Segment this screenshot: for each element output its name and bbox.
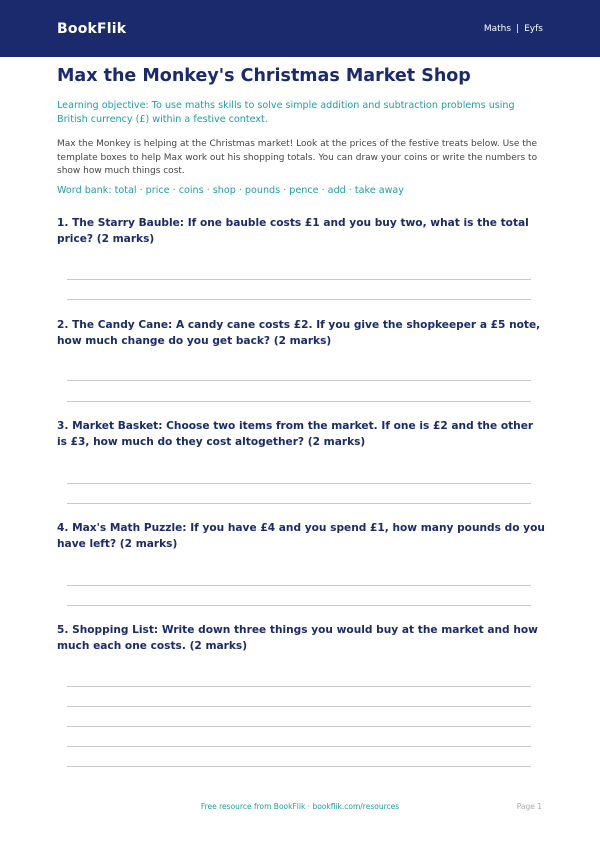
breadcrumb-subject[interactable]: Maths: [483, 23, 512, 34]
intro-text: Max the Monkey is helping at the Christmas market! Look at the prices of the festive treats below. Use the template boxes to help Max work out his shopping totals. You can draw your coins or write the numbers to show how much things cost.: [57, 139, 538, 176]
header-bar: [0, 0, 600, 57]
answer-line[interactable]: [67, 706, 531, 707]
question-2: 2. The Candy Cane: A candy cane costs £2. If you give the shopkeeper a £5 note, how much change do you get back? (2 marks): [57, 319, 541, 347]
answer-line[interactable]: [67, 746, 531, 747]
breadcrumb-level[interactable]: Eyfs: [524, 23, 543, 34]
question-1: 1. The Starry Bauble: If one bauble costs £1 and you buy two, what is the total price? (2 marks): [57, 217, 529, 245]
question-5: 5. Shopping List: Write down three things you would buy at the market and how much each one costs. (2 marks): [57, 624, 538, 652]
word-bank: Word bank: total · price · coins · shop · pounds · pence · add · take away: [57, 185, 404, 196]
answer-line[interactable]: [67, 380, 531, 381]
page-number: Page 1: [516, 802, 542, 811]
answer-line[interactable]: [67, 726, 531, 727]
answer-line[interactable]: [67, 401, 531, 402]
breadcrumb: [484, 24, 543, 34]
answer-line[interactable]: [67, 299, 531, 300]
brand-logo[interactable]: BookFlik: [57, 20, 127, 37]
answer-line[interactable]: [67, 686, 531, 687]
question-3: 3. Market Basket: Choose two items from the market. If one is £2 and the other is £3, how much do they cost altogether? (2 marks): [57, 420, 534, 448]
footer-text[interactable]: Free resource from BookFlik · bookflik.com/resources: [200, 802, 400, 811]
learning-objective: Learning objective: To use maths skills to solve simple addition and subtraction problems using British currency (£) within a festive context.: [57, 100, 515, 125]
question-4: 4. Max's Math Puzzle: If you have £4 and you spend £1, how many pounds do you have left? (2 marks): [57, 522, 545, 550]
answer-line[interactable]: [67, 483, 531, 484]
answer-line[interactable]: [67, 766, 531, 767]
answer-line[interactable]: [67, 585, 531, 586]
breadcrumb-separator: |: [516, 23, 520, 34]
answer-line[interactable]: [67, 279, 531, 280]
page-title: Max the Monkey's Christmas Market Shop: [57, 66, 471, 86]
answer-line[interactable]: [67, 503, 531, 504]
answer-line[interactable]: [67, 605, 531, 606]
